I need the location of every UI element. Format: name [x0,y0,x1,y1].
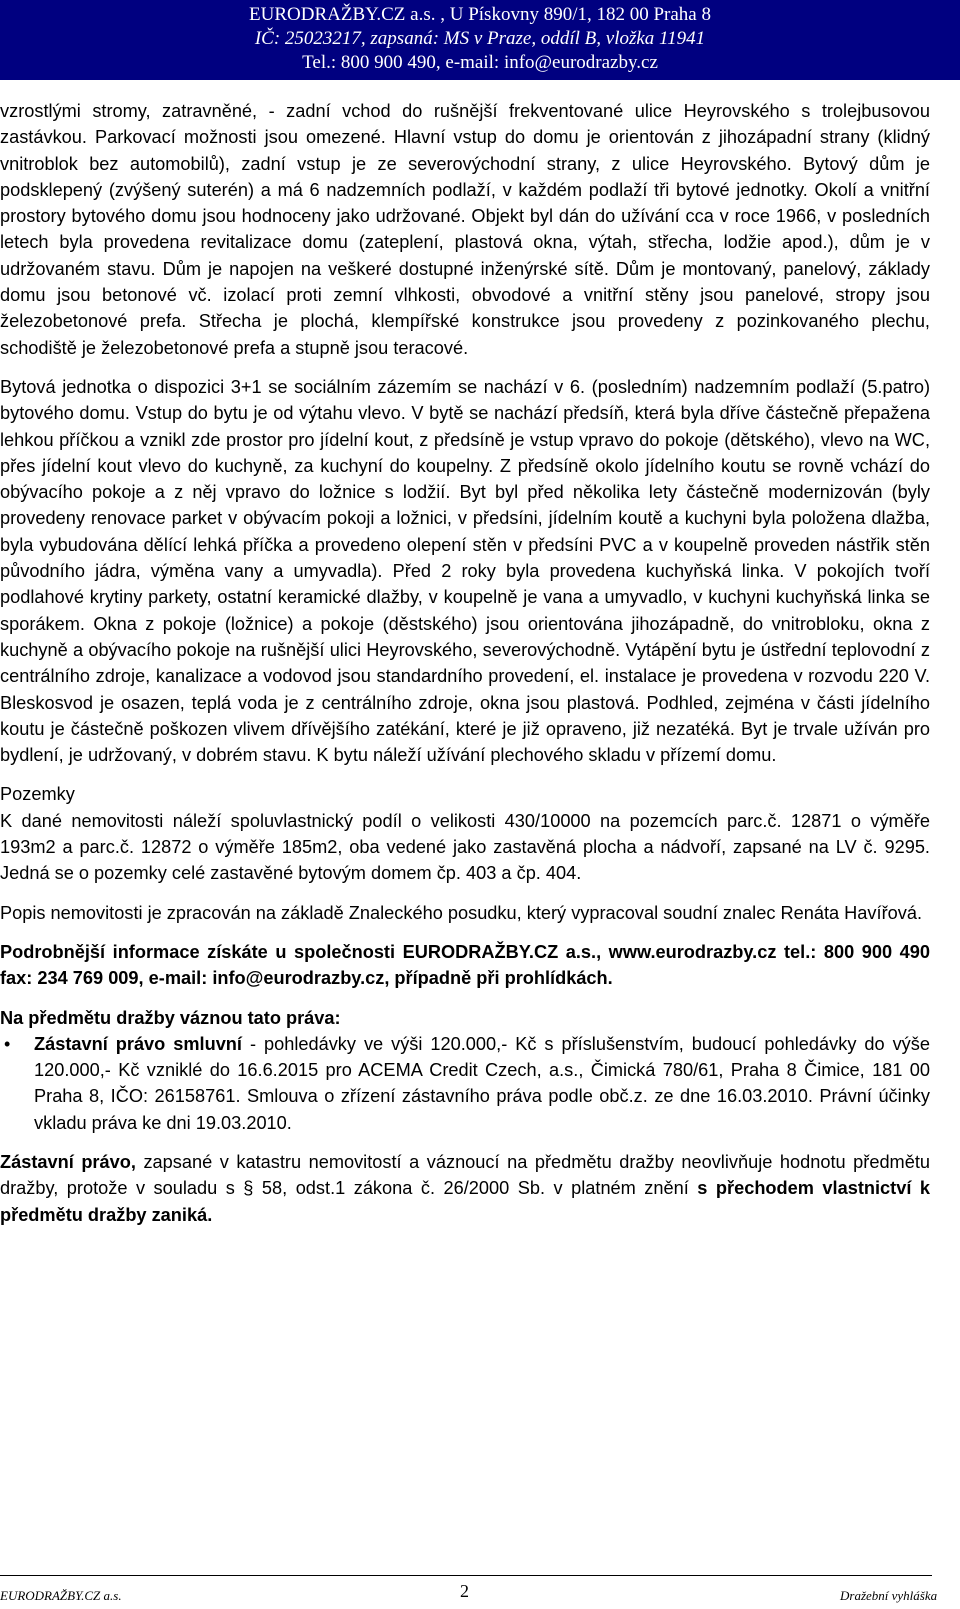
encumbrance-item-details: - pohledávky ve výši 120.000,- Kč s příslušenstvím, budoucí pohledávky do výše 120.000,- Kč vzniklé do 16.6.2015 pro ACEMA Credit Czech, a.s., Čimická 780/61, Praha 8 Čimice, 181 00 Praha 8, IČO: 26158761. Smlouva o zřízení zástavního práva podle obč.z. ze dne 16.03.2010. Právní účinky vkladu práva ke dni 19.03.2010. [34,1033,930,1133]
letterhead [0,0,960,80]
building-description-paragraph: vzrostlými stromy, zatravněné, - zadní vchod do rušnější frekventované ulice Heyrovského s trolejbusovou zastávkou. Parkovací možnosti jsou omezené. Hlavní vstup do domu je orientován z jihozápadní strany (klidný vnitroblok bez automobilů), zadní vstup je ze severovýchodní strany, z ulice Heyrovského. Bytový dům je podsklepený (zvýšený suterén) a má 6 nadzemních podlaží, v každém podlaží tři bytové jednotky. Okolí a vnitřní prostory bytového domu jsou hodnoceny jako udržované. Objekt byl dán do užívání cca v roce 1966, v posledních letech byla provedena revitalizace domu (zateplení, plastová okna, výtah, střecha, lodžie apod.), dům je v udržovaném stavu. Dům je napojen na veškeré dostupné inženýrské sítě. Dům je montovaný, panelový, základy domu jsou betonové vč. izolací proti zemní vlhkosti, obvodové a vnitřní stěny jsou panelové, stropy jsou železobetonové prefa. Střecha je plochá, klempířské konstrukce jsou provedeny z pozinkovaného plechu, schodiště je železobetonové prefa a stupně jsou teracové. [0,101,930,358]
termination-text: zapsané v katastru nemovitostí a váznoucí na předmětu dražby neovlivňuje hodnotu předmětu dražby, protože v souladu s § 58, odst.1 zákona č. 26/2000 Sb. v platném znění [0,1151,930,1199]
page-footer [0,1575,960,1605]
land-section-title: Pozemky [0,784,75,805]
letterhead-contact-line: Tel.: 800 900 490, e-mail: info@eurodrazby.cz [302,52,658,73]
unit-description-paragraph: Bytová jednotka o dispozici 3+1 se sociálním zázemím se nachází v 6. (posledním) nadzemním podlaží (5.patro) bytového domu. Vstup do bytu je od výtahu vlevo. V bytě se nachází předsíň, která byla dříve částečně přepažena lehkou příčkou a vznikl zde prostor pro jídelní kout, z předsíně je vstup vpravo do pokoje (dětského), vlevo na WC, přes jídelní kout vlevo do kuchyně, za kuchyní do koupelny. Z předsíně okolo jídelního koutu se rovně vchází do obývacího pokoje a z něj vpravo do ložnice s lodžií. Byt byl před několika lety částečně modernizován (byly provedeny renovace parket v obývacím pokoji a ložnici, v předsíni, jídelním koutě a kuchyni byla položena dlažba, byla vybudována dělící lehká příčka a provedeno olepení stěn v předsíni PVC a v koupelně proveden nástřik stěn původního jádra, výměna vany a umyvadla). Před 2 roky byla provedena kuchyňská linka. V pokojích tvoří podlahové krytiny parkety, ostatní keramické dlažby, v koupelně je vana a umyvadlo, v kuchyni kuchyňská linka se sporákem. Okna z pokoje (ložnice) a pokoje (děstského) jsou orientována jihozápadně, do vnitrobloku, okna z kuchyně a obývacího pokoje na rušnější ulici Heyrovského, severovýchodně. Vytápění bytu je ústřední teplovodní z centrálního zdroje, kanalizace a vodovod jsou standardního provedení, el. instalace je provedena v rozvodu 220 V. Bleskosvod je osazen, teplá voda je z centrálního zdroje, okna jsou plastová. Podhled, zejména v části jídelního koutu je částečně poškozen vlivem dřívějšího zatékání, které je již opraveno, již nezatéká. Byt je trvale užíván pro bydlení, je udržovaný, v dobrém stavu. K bytu náleží užívání plechového skladu v přízemí domu. [0,376,930,766]
footer-document-name: Dražební vyhláška [840,1588,938,1603]
valuation-source-paragraph: Popis nemovitosti je zpracován na základě Znaleckého posudku, který vypracoval soudní znalec Renáta Havířová. [0,902,923,923]
footer-divider [0,1575,932,1576]
termination-conclusion: s přechodem vlastnictví k předmětu dražby zaniká. [0,1178,930,1225]
letterhead-company-line: EURODRAŽBY.CZ a.s. , U Pískovny 890/1, 182 00 Praha 8 [249,4,711,25]
encumbrances-title [0,1005,930,1031]
encumbrances-title-text: Na předmětu dražby váznou tato práva: [0,1007,341,1028]
encumbrance-item-text [34,1031,930,1136]
document-body [0,98,930,1228]
bullet-icon: • [4,1033,11,1054]
page-number: 2 [460,1581,469,1601]
encumbrance-list-item [0,1031,930,1136]
contact-info-text: Podrobnější informace získáte u společnosti EURODRAŽBY.CZ a.s., www.eurodrazby.cz tel.: 800 900 490 fax: 234 769 009, e-mail: info@eurodrazby.cz, případně při prohlídkách. [0,941,930,989]
termination-lead: Zástavní právo, [0,1151,136,1172]
land-description-paragraph: K dané nemovitosti náleží spoluvlastnický podíl o velikosti 430/10000 na pozemcích parc.č. 12871 o výměře 193m2 a parc.č. 12872 o výměře 185m2, oba vedené jako zastavěná plocha a nádvoří, zapsané na LV č. 9295. Jedná se o pozemky celé zastavěné bytovým domem čp. 403 a čp. 404. [0,810,930,884]
contact-info-paragraph [0,939,930,992]
letterhead-registration-line: IČ: 25023217, zapsaná: MS v Praze, oddíl B, vložka 11941 [254,28,706,49]
encumbrance-item-title: Zástavní právo smluvní [34,1033,242,1054]
footer-company: EURODRAŽBY.CZ a.s. [0,1588,122,1603]
encumbrance-termination-paragraph [0,1149,930,1228]
